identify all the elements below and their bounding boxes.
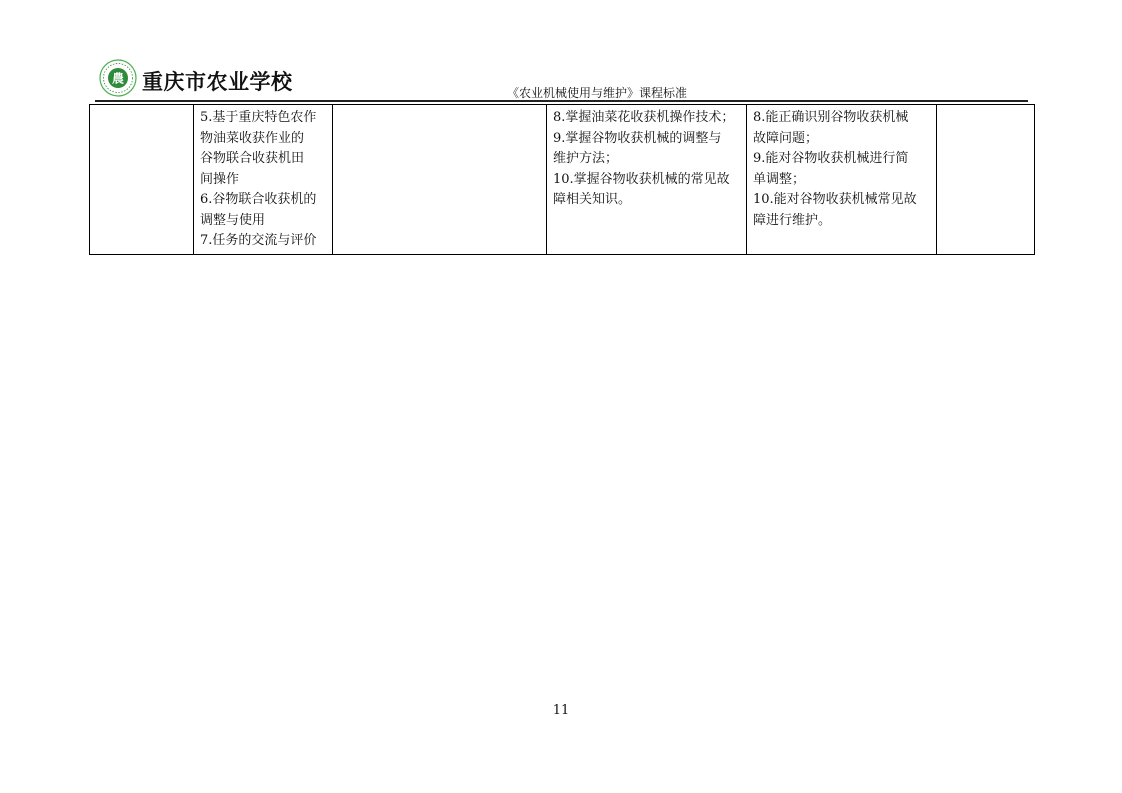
table-cell-col-6 xyxy=(937,105,1035,255)
school-logo-icon xyxy=(99,59,137,97)
cell-text-line: 5.基于重庆特色农作 xyxy=(200,110,317,125)
cell-text-line: 9.掌握谷物收获机械的调整与 xyxy=(553,130,722,146)
cell-text-line: 6.谷物联合收获机的 xyxy=(200,192,317,207)
cell-text-line: 间操作 xyxy=(200,171,240,187)
cell-text-line: 故障问题； xyxy=(753,130,819,146)
cell-text-line: 7.任务的交流与评价 xyxy=(200,233,317,248)
course-title: 《农业机械使用与维护》课程标准 xyxy=(507,86,688,100)
header-rule xyxy=(95,100,1028,102)
logo-char: 農 xyxy=(111,71,125,86)
cell-text-line: 8.能正确识别谷物收获机械 xyxy=(753,110,909,125)
cell-text-line: 单调整； xyxy=(753,171,806,187)
cell-text-line: 9.能对谷物收获机械进行简 xyxy=(753,151,909,166)
cell-text-line: 维护方法； xyxy=(553,151,619,166)
table-cell-col-4 xyxy=(547,105,747,255)
table-row xyxy=(90,105,1035,255)
school-name: 重庆市农业学校 xyxy=(142,69,293,94)
cell-text-line: 10.能对谷物收获机械常见故 xyxy=(753,192,917,207)
table-body xyxy=(90,105,1035,255)
table-cell-col-2 xyxy=(194,105,333,255)
cell-text-line: 障相关知识。 xyxy=(553,192,632,207)
table-cell-col-5 xyxy=(747,105,937,255)
cell-text-line: 障进行维护。 xyxy=(753,212,832,228)
table-cell-col-3 xyxy=(333,105,547,255)
cell-text-line: 10.掌握谷物收获机械的常见故 xyxy=(553,171,730,187)
cell-text-line: 8.掌握油菜花收获机操作技术； xyxy=(553,110,735,125)
page-number: 11 xyxy=(552,703,570,718)
curriculum-table xyxy=(89,104,1035,255)
cell-text-line: 调整与使用 xyxy=(200,212,266,228)
table-cell-col-1 xyxy=(90,105,194,255)
cell-text-line: 谷物联合收获机田 xyxy=(200,151,305,166)
cell-text-line: 物油菜收获作业的 xyxy=(200,130,305,146)
